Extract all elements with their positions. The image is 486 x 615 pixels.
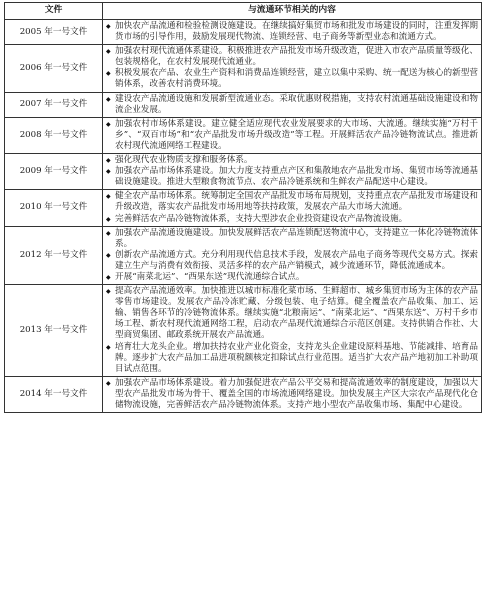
list-item	[106, 119, 478, 152]
list-item-text: 加强农产品市场体系建设。加大力度支持重点产区和集散地农产品批发市场、集贸市场等流通基础设施建设。推进大型粮食物流节点、农产品冷链系统和生鲜农产品配送中心建设。	[115, 166, 478, 188]
list-item	[106, 378, 478, 411]
document-year-cell: 2012 年一号文件	[5, 226, 103, 284]
table-row	[5, 190, 482, 226]
content-cell	[103, 45, 482, 92]
list-item-text: 积极发展农产品、农业生产资料和消费品连锁经营，建立以集中采购、统一配送为核心的新型营销体系，改善农村消费环境。	[115, 68, 478, 90]
document-year-cell: 2009 年一号文件	[5, 154, 103, 190]
table-row	[5, 20, 482, 45]
list-item	[106, 272, 478, 283]
table-row	[5, 154, 482, 190]
list-item-text: 加快农产品流通和检验检测设施建设。在继续搞好集贸市场和批发市场建设的同时，注重发挥期货市场的引导作用，鼓励发展现代物流、连锁经营、电子商务等新型业态和流通方式。	[115, 21, 478, 43]
list-item	[106, 155, 478, 166]
list-item	[106, 46, 478, 68]
list-item-text: 强化现代农业物质支撑和服务体系。	[115, 155, 253, 166]
list-item	[106, 21, 478, 43]
list-item-text: 完善鲜活农产品冷链物流体系，支持大型涉农企业投资建设农产品物流设施。	[115, 213, 408, 224]
black-diamond-icon: ◆	[106, 273, 111, 281]
list-item-text: 开展“南菜北运”、“西果东送”现代流通综合试点。	[115, 271, 305, 282]
list-item-text: 建设农产品流通设施和发展新型流通业态。采取优惠财税措施，支持农村流通基础设施建设和物流企业发展。	[115, 93, 478, 115]
list-item	[106, 214, 478, 225]
list-item-text: 加强农产品流通设施建设。加快发展鲜活农产品连锁配送物流中心，支持建立一体化冷链物流体系。	[115, 227, 478, 249]
content-cell	[103, 226, 482, 284]
content-cell	[103, 376, 482, 412]
black-diamond-icon: ◆	[106, 95, 111, 103]
black-diamond-icon: ◆	[106, 168, 111, 176]
black-diamond-icon: ◆	[106, 157, 111, 165]
document-year-cell: 2013 年一号文件	[5, 285, 103, 377]
black-diamond-icon: ◆	[106, 120, 111, 128]
document-year-cell: 2010 年一号文件	[5, 190, 103, 226]
list-item	[106, 191, 478, 213]
document-year-cell: 2007 年一号文件	[5, 92, 103, 117]
header-document: 文件	[5, 3, 103, 20]
table-row	[5, 226, 482, 284]
list-item	[106, 94, 478, 116]
table-row	[5, 376, 482, 412]
black-diamond-icon: ◆	[106, 48, 111, 56]
list-item	[106, 250, 478, 272]
table-row	[5, 92, 482, 117]
header-related-content: 与流通环节相关的内容	[103, 3, 482, 20]
document-year-cell: 2008 年一号文件	[5, 117, 103, 153]
black-diamond-icon: ◆	[106, 288, 111, 296]
list-item	[106, 68, 478, 90]
content-cell	[103, 92, 482, 117]
list-item	[106, 342, 478, 375]
list-item-text: 提高农产品流通效率。加快推进以城市标准化菜市场、生鲜超市、城乡集贸市场为主体的农产品零售市场建设。发展农产品冷冻贮藏、分级包装、电子结算。健全覆盖农产品收集、加工、运输、销售各环节的冷链物流体系。继续实施“北粮南运”、“南菜北运”、“西果东送”、万村千乡市场工程、新农村现代流通网络工程，启动农产品现代流通综合示范区创建。支持供销合作社、大型商贸集团、邮政系统开展农产品流通。	[115, 286, 478, 341]
list-item-text: 加强农村市场体系建设。建立健全适应现代农业发展要求的大市场、大流通。继续实施“万村千乡”、“双百市场”和“农产品批发市场升级改造”等工程。开展鲜活农产品冷链物流试点。推进新农村现代流通网络工程建设。	[115, 118, 478, 151]
black-diamond-icon: ◆	[106, 229, 111, 237]
list-item-text: 加强农产品市场体系建设。着力加强促进农产品公平交易和提高流通效率的制度建设，加强以大型农产品批发市场为骨干、覆盖全国的市场流通网络建设。加快发展主产区大宗农产品现代化仓储物流设施，完善鲜活农产品冷链物流体系。支持产地小型农产品收集市场、集配中心建设。	[115, 377, 478, 410]
table-row	[5, 45, 482, 92]
list-item	[106, 166, 478, 188]
list-item-text: 健全农产品市场体系。统筹制定全国农产品批发市场布局规划，支持重点农产品批发市场建设和升级改造，落实农产品批发市场用地等扶持政策，发展农产品大市场大流通。	[115, 191, 478, 213]
header-row	[5, 3, 482, 20]
black-diamond-icon: ◆	[106, 70, 111, 78]
table-row	[5, 117, 482, 153]
document-year-cell: 2006 年一号文件	[5, 45, 103, 92]
list-item	[106, 228, 478, 250]
black-diamond-icon: ◆	[106, 251, 111, 259]
table-row	[5, 285, 482, 377]
list-item-text: 培育壮大龙头企业。增加扶持农业产业化资金，支持龙头企业建设原料基地、节能减排、培育品牌。逐步扩大农产品加工品进项税额核定扣除试点行业范围。适当扩大农产品产地初加工补助项目试点范围。	[115, 341, 478, 374]
black-diamond-icon: ◆	[106, 193, 111, 201]
list-item-text: 加强农村现代流通体系建设。积极推进农产品批发市场升级改造，促进入市农产品质量等级化、包装规格化，在农村发展现代流通业。	[115, 46, 478, 68]
content-cell	[103, 190, 482, 226]
list-item-text: 创新农产品流通方式。充分利用现代信息技术手段，发展农产品电子商务等现代交易方式。探索建立生产与消费有效衔接、灵活多样的农产品产销模式，减少流通环节，降低流通成本。	[115, 249, 478, 271]
content-cell	[103, 20, 482, 45]
black-diamond-icon: ◆	[106, 215, 111, 223]
policy-table	[4, 2, 482, 413]
list-item	[106, 286, 478, 341]
black-diamond-icon: ◆	[106, 23, 111, 30]
content-cell	[103, 154, 482, 190]
black-diamond-icon: ◆	[106, 343, 111, 351]
document-year-cell: 2014 年一号文件	[5, 376, 103, 412]
black-diamond-icon: ◆	[106, 379, 111, 387]
content-cell	[103, 117, 482, 153]
document-year-cell: 2005 年一号文件	[5, 20, 103, 45]
content-cell	[103, 285, 482, 377]
